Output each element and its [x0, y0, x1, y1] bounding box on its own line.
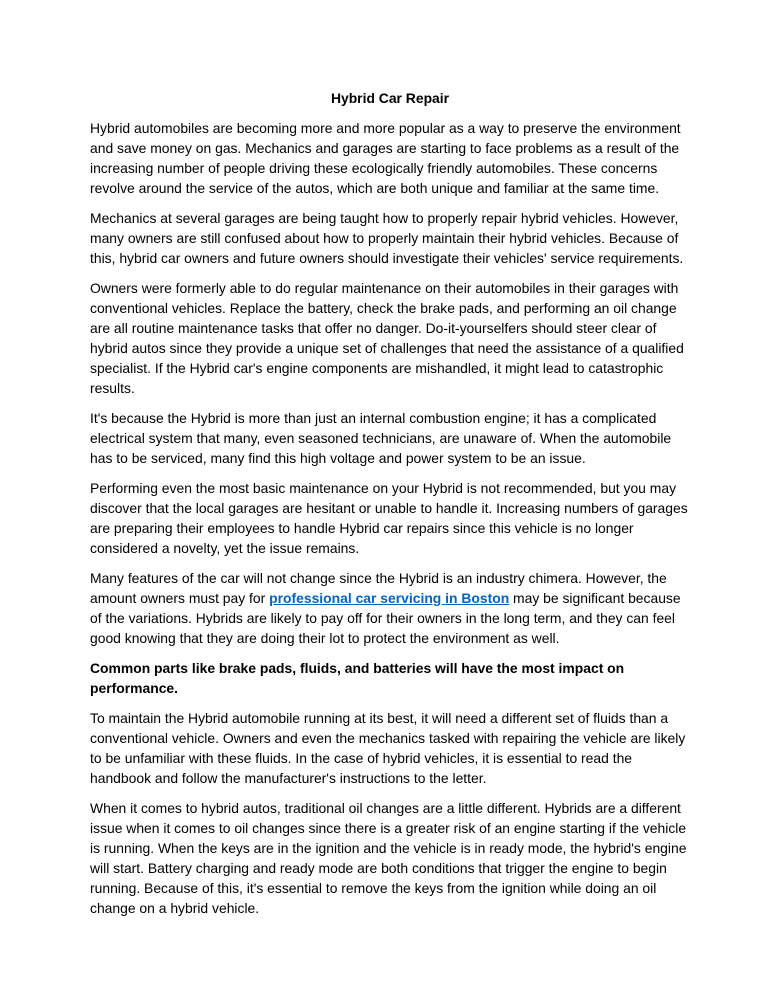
paragraph-cost-after: may be significant because of the variations. Hybrids are likely to pay off for their owners in the long term, and they can feel good knowing that they are doing their lot to protect the environment as well.	[90, 590, 681, 646]
car-servicing-link[interactable]: professional car servicing in Boston	[269, 590, 510, 606]
document-title: Hybrid Car Repair	[330, 90, 450, 106]
paragraph-maintenance: Performing even the most basic maintenance on your Hybrid is not recommended, but you may discover that the local garages are hesitant or unable to handle it. Increasing numbers of garages are preparing their employees to handle Hybrid car repairs since this vehicle is no longer considered a novelty, yet the issue remains.	[90, 480, 688, 556]
paragraph-oil-changes: When it comes to hybrid autos, traditional oil changes are a little different. Hybrids are a different issue when it comes to oil changes since there is a greater risk of an engine starting if the vehicle is running. When the keys are in the ignition and the vehicle is in ready mode, the hybrid's engine will start. Battery charging and ready mode are both conditions that trigger the engine to begin running. Because of this, it's essential to remove the keys from the ignition while doing an oil change on a hybrid vehicle.	[90, 800, 687, 916]
paragraph-mechanics: Mechanics at several garages are being taught how to properly repair hybrid vehicles. However, many owners are still confused about how to properly maintain their hybrid vehicles. Because of this, hybrid car owners and future owners should investigate their vehicles' service requirements.	[90, 210, 684, 266]
bold-statement: Common parts like brake pads, fluids, and batteries will have the most impact on performance.	[90, 660, 625, 696]
paragraph-electrical: It's because the Hybrid is more than just an internal combustion engine; it has a complicated electrical system that many, even seasoned technicians, are unaware of. When the automobile has to be serviced, many find this high voltage and power system to be an issue.	[90, 410, 672, 466]
paragraph-intro: Hybrid automobiles are becoming more and more popular as a way to preserve the environment and save money on gas. Mechanics and garages are starting to face problems as a result of the increasing number of people driving these ecologically friendly automobiles. These concerns revolve around the service of the autos, which are both unique and familiar at the same time.	[90, 120, 681, 196]
document-page	[90, 88, 690, 928]
paragraph-fluids: To maintain the Hybrid automobile running at its best, it will need a different set of fluids than a conventional vehicle. Owners and even the mechanics tasked with repairing the vehicle are likely to be unfamiliar with these fluids. In the case of hybrid vehicles, it is essential to read the handbook and follow the manufacturer's instructions to the letter.	[90, 710, 686, 786]
paragraph-owners: Owners were formerly able to do regular maintenance on their automobiles in their garages with conventional vehicles. Replace the battery, check the brake pads, and performing an oil change are all routine maintenance tasks that offer no danger. Do-it-yourselfers should steer clear of hybrid autos since they provide a unique set of challenges that need the assistance of a qualified specialist. If the Hybrid car's engine components are mishandled, it might lead to catastrophic results.	[90, 280, 684, 396]
paragraph-cost	[90, 568, 690, 648]
paragraph-cost-before: Many features of the car will not change since the Hybrid is an industry chimera. However, the amount owners must pay for	[90, 570, 667, 606]
